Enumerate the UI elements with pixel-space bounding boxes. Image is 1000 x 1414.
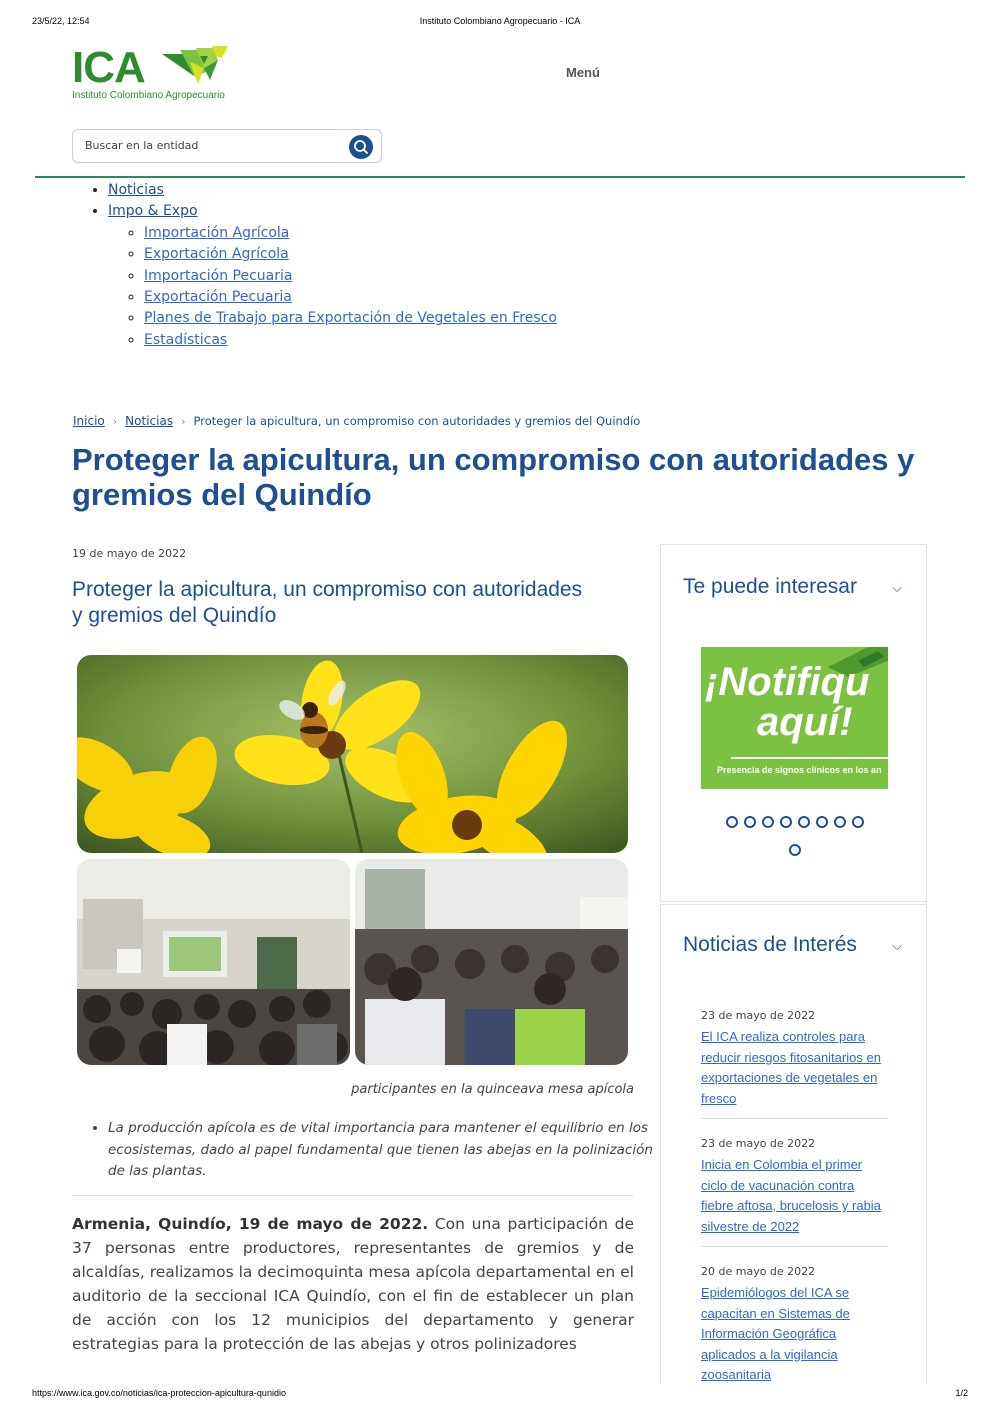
nav-link-exportacion-agricola[interactable]: Exportación Agrícola [144,246,289,263]
nav-link-planes-de-trabajo[interactable]: Planes de Trabajo para Exportación de Vegetales en Fresco [144,310,557,327]
banner-line-3: Presencia de signos clínicos en los an [717,765,882,775]
news-date: 23 de mayo de 2022 [701,1137,816,1150]
nav-link-exportacion-pecuaria[interactable]: Exportación Pecuaria [144,289,292,306]
nav-subitem [144,244,557,265]
news-date: 23 de mayo de 2022 [701,1009,816,1022]
carousel-dot[interactable] [762,816,774,828]
article-summary [72,1118,670,1183]
breadcrumb [73,414,640,428]
nav-subitem [144,308,557,329]
news-link[interactable]: El ICA realiza controles para reducir riesgos fitosanitarios en exportaciones de vegetales en fresco [701,1029,881,1106]
ica-logo[interactable] [72,43,232,106]
logo-mosaic-icon [160,46,230,86]
news-heading[interactable]: Noticias de Interés [683,933,857,956]
nav-item-noticias [108,180,557,201]
news-item [701,1137,889,1236]
search-button[interactable] [349,135,373,159]
bee-flower-photo [77,655,628,853]
print-page-number: 1/2 [955,1388,968,1398]
news-link[interactable]: Inicia en Colombia el primer ciclo de vacunación contra fiebre aftosa, brucelosis y rabia silvestre de 2022 [701,1157,881,1234]
carousel-dot[interactable] [816,816,828,828]
search-icon [349,135,373,159]
article-date: 19 de mayo de 2022 [72,547,187,560]
news-link[interactable]: Epidemiólogos del ICA se capacitan en Sistemas de Información Geográfica aplicados a la vigilancia zoosanitaria [701,1285,850,1382]
meeting-photo-right [355,859,628,1065]
article-title: Proteger la apicultura, un compromiso con autoridades y gremios del Quindío [72,578,583,627]
article-body [72,1212,634,1356]
carousel-dot[interactable] [789,844,801,856]
carousel-dot[interactable] [780,816,792,828]
nav-subitem [144,330,557,351]
page-title: Proteger la apicultura, un compromiso con autoridades y gremios del Quindío [72,442,915,512]
print-url: https://www.ica.gov.co/noticias/ica-proteccion-apicultura-qunidio [32,1388,286,1398]
nav-link-estadisticas[interactable]: Estadísticas [144,331,228,348]
carousel-dot[interactable] [798,816,810,828]
news-date: 20 de mayo de 2022 [701,1265,816,1278]
print-title: Instituto Colombiano Agropecuario - ICA [419,16,581,26]
carousel-dot[interactable] [744,816,756,828]
nav-link-impo-expo[interactable]: Impo & Expo [108,203,198,220]
banner-line-2: aquí! [757,700,853,744]
interest-panel [660,544,927,902]
news-panel [660,904,927,1384]
nav-link-importacion-agricola[interactable]: Importación Agrícola [144,224,290,241]
main-nav [72,180,557,351]
news-item [701,1009,889,1108]
carousel-dot[interactable] [852,816,864,828]
logo-acronym: ICA [72,43,145,92]
nav-subitem [144,266,557,287]
banner-divider [731,757,888,759]
news-divider [701,1246,888,1247]
article-body-text: Con una participación de 37 personas entre productores, representantes de gremios y de alcaldías, realizamos la decimoquinta mesa apícola departamental en el auditorio de la seccional ICA Quindío, con el fin de establecer un plan de acción con los 12 municipios del departamento y generar estrategias para la protección de las abejas y otros polinizadores [72,1215,634,1353]
breadcrumb-section[interactable]: Noticias [125,414,174,428]
menu-button[interactable]: Menú [566,65,600,80]
nav-link-noticias[interactable]: Noticias [108,182,164,198]
news-item [701,1265,889,1385]
news-divider [701,1118,888,1119]
interest-heading[interactable]: Te puede interesar [683,575,857,598]
print-datetime: 23/5/22, 12:54 [32,16,90,26]
nav-submenu [108,223,557,351]
search-input[interactable] [83,138,337,153]
banner-line-1: ¡Notifiqu [705,660,870,704]
summary-divider [72,1195,634,1196]
breadcrumb-home[interactable]: Inicio [73,414,105,428]
article-body-lead: Armenia, Quindío, 19 de mayo de 2022. [72,1215,429,1233]
chevron-down-icon[interactable]: ⌵ [892,581,902,596]
carousel-dot[interactable] [834,816,846,828]
nav-subitem [144,223,557,244]
header-divider [35,176,965,178]
logo-name: Instituto Colombiano Agropecuario [72,90,225,101]
search-box [72,129,382,163]
chevron-down-icon[interactable]: ⌵ [892,939,902,954]
carousel-dot[interactable] [726,816,738,828]
photo-caption: participantes en la quinceava mesa apícola [351,1082,634,1097]
chevron-right-icon: › [181,414,186,428]
breadcrumb-current: Proteger la apicultura, un compromiso con autoridades y gremios del Quindío [193,414,641,428]
carousel-dots [705,807,885,863]
chevron-right-icon: › [112,414,118,428]
summary-item: • La producción apícola es de vital importancia para mantener el equilibrio en los ecosistemas, dado al papel fundamental que tienen las abejas en la polinización de las plantas. [108,1118,670,1183]
nav-subitem [144,287,557,308]
nav-link-importacion-pecuaria[interactable]: Importación Pecuaria [144,267,293,284]
meeting-photo-left [77,859,350,1065]
notification-banner[interactable] [701,647,888,789]
nav-item-impo-expo [108,201,557,351]
